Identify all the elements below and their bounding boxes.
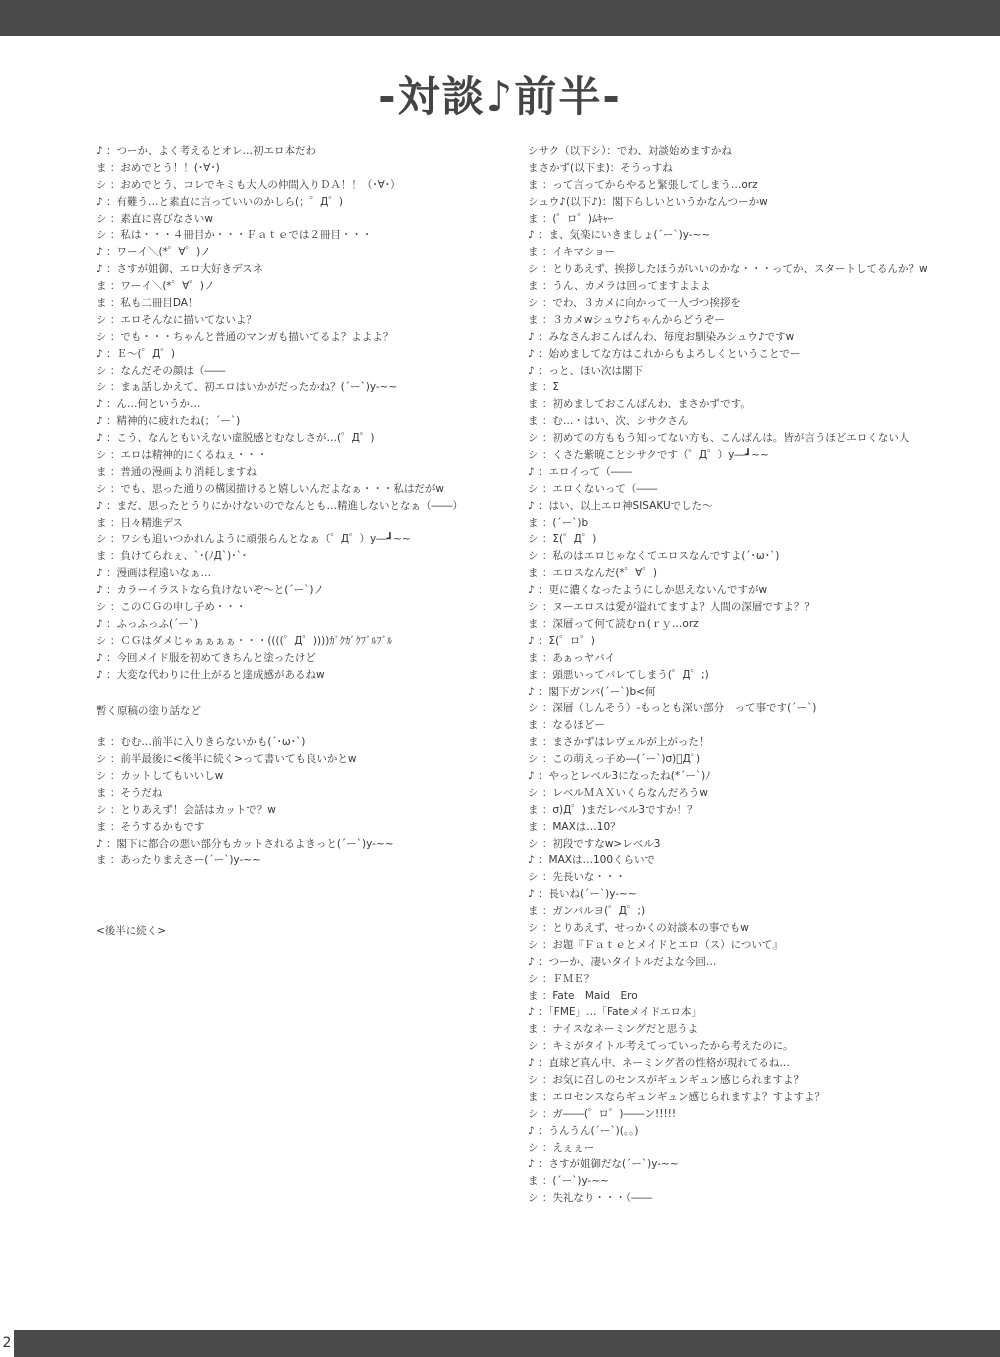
dialogue-line	[96, 684, 516, 701]
dialogue-line	[96, 717, 516, 734]
dialogue-line: ♪ ：まだ、思ったとうりにかけないのでなんとも…精進しないとなぁ（――）	[96, 499, 464, 512]
dialogue-line: ♪ ：MAXは…100くらいで	[528, 854, 656, 867]
dialogue-line: シ ：前半最後に<後半に続く>って書いても良いかとw	[96, 753, 357, 766]
dialogue-line: ♪ ：「FME」…「Fateメイドエロ本」	[528, 1006, 702, 1019]
dialogue-line: シ ：ガ――(゜ロ゜)――ン!!!!!	[528, 1107, 677, 1120]
section-note: 暫く原稿の塗り話など	[96, 705, 201, 717]
dialogue-line: ♪ ：今回メイド服を初めてきちんと塗ったけど	[96, 651, 316, 664]
dialogue-line: ま ：ガンバルヨ(゜Д゜;)	[528, 905, 646, 918]
dialogue-line: ま ：日々精進デス	[96, 516, 183, 529]
dialogue-line: ま ：MAXは…10？	[528, 820, 621, 833]
dialogue-line: シ ：でも、思った通りの構図描けると嬉しいんだよなぁ・・・私はだがw	[96, 482, 444, 495]
dialogue-line: ♪ ：ま、気楽にいきましょ(´ー`)y-~~	[528, 229, 711, 242]
dialogue-line: ま ：そうだね	[96, 786, 163, 799]
dialogue-line: ♪ ：更に濃くなったようにしか思えないんですがw	[528, 584, 768, 597]
page-number: 2	[0, 1330, 14, 1357]
dialogue-line: ま ：そうするかもです	[96, 820, 205, 833]
dialogue-line: ま ：Σ	[528, 381, 559, 394]
dialogue-line: ♪ ：大変な代わりに仕上がると達成感があるねw	[96, 668, 325, 681]
dialogue-line: ♪ ：っと、ほい次は閣下	[528, 364, 644, 377]
dialogue-line: シ ：Σ(゜Д゜)	[528, 533, 597, 546]
dialogue-line: シ ：エロくないって（――	[528, 482, 658, 495]
dialogue-line: ま ：Fate Maid Ero	[528, 989, 638, 1002]
dialogue-line: ま ：私も二冊目DA！	[96, 297, 199, 310]
dialogue-line: シ ：まぁ話しかえて、初エロはいかがだったかね？(´ー`)y-~~	[96, 381, 398, 394]
dialogue-line: シ ：とりあえず、挨拶したほうがいいのかな・・・ってか、スタートしてるんか？w	[528, 263, 928, 276]
dialogue-line: シ ：エロは精神的にくるねぇ・・・	[96, 449, 268, 462]
dialogue-line: シ ：なんだその顔は（――	[96, 364, 226, 377]
dialogue-line: シ ：私のはエロじゃなくてエロスなんですよ(´･ω･`)	[528, 550, 780, 563]
dialogue-line: ♪ ：長いね(´ー`)y-~~	[528, 888, 637, 901]
dialogue-line: ♪ ：有難う…と素直に言っていいのかしら(；゜Д゜)	[96, 195, 343, 208]
dialogue-line: ま ：うん、カメラは回ってますよよよ	[528, 280, 711, 293]
dialogue-line: シ ：深層（しんそう）-もっとも深い部分 って事です(´ー`)	[528, 702, 817, 715]
dialogue-column-right	[528, 143, 988, 1207]
dialogue-line: ま ：イキマショー	[528, 246, 616, 259]
dialogue-line: シサク（以下シ）：でわ、対談始めますかね	[528, 145, 732, 157]
continued-note: <後半に続く>	[96, 925, 167, 937]
dialogue-line: ま ：なるほどー	[528, 719, 605, 732]
dialogue-line: ♪ ：つーか、凄いタイトルだよな今回…	[528, 955, 717, 968]
dialogue-line: ま ：あぁっヤバイ	[528, 651, 616, 664]
dialogue-line: ♪ ：つーか、よく考えるとオレ…初エロ本だわ	[96, 145, 317, 157]
dialogue-line: ♪ ：エロイって（――	[528, 465, 632, 478]
dialogue-line: ♪ ：始めましてな方はこれからもよろしくということでー	[528, 347, 801, 360]
dialogue-line: シ ：とりあえず！会話はカットで？w	[96, 803, 276, 816]
dialogue-line: ♪ ：うんうん(´ー`)(｡｡)	[528, 1124, 639, 1137]
dialogue-line: ♪ ：ワーイ＼(*゜∀゜)ノ	[96, 246, 211, 259]
dialogue-line: シ ：ヌーエロスは愛が溢れてますよ？人間の深層ですよ？？	[528, 601, 815, 614]
dialogue-line: シ ：エロそんなに描いてないよ？	[96, 313, 257, 326]
dialogue-line: ま ：(゜ロ゜)ﾑｷｬｰ	[528, 212, 614, 225]
page-title: -対談♪前半-	[378, 72, 622, 121]
dialogue-line: シ ：初めての方ももう知ってない方も、こんばんは。皆が言うほどエロくない人	[528, 432, 910, 445]
dialogue-line: ま ：ワーイ＼(*゜∀゜)ノ	[96, 280, 215, 293]
dialogue-line: シ ：ＣＧはダメじゃぁぁぁぁ・・・((((゜Д゜))))ｶﾞｸｶﾞｸﾌﾞﾙﾌﾞﾙ	[96, 634, 393, 647]
dialogue-line: ま ：(´ー`)b	[528, 516, 589, 529]
dialogue-line: シ ：キミがタイトル考えてっていったから考えたのに。	[528, 1040, 794, 1053]
dialogue-line: シュウ♪(以下♪)：閣下らしいというかなんつーかw	[528, 195, 768, 208]
dialogue-column-left	[96, 143, 516, 869]
dialogue-line: シ ：お題『Ｆａｔｅとメイドとエロ（ス）について』	[528, 938, 783, 951]
dialogue-line: シ ：くさた紫暁ことシサクです（゜Д゜）y―┛~~	[528, 449, 769, 462]
dialogue-line: シ ：えぇぇー	[528, 1141, 595, 1154]
dialogue-line: シ ：ＦＭＥ？	[528, 972, 595, 985]
dialogue-line: ま ：おめでとう！！(･∀･)	[96, 161, 220, 174]
dialogue-line: ま ：あったりまえさー(´ー`)y-~~	[96, 854, 261, 867]
dialogue-line: ま ：普通の漫画より消耗しますね	[96, 465, 257, 478]
dialogue-line: ま ：初めましておこんばんわ、まさかずです。	[528, 398, 751, 411]
dialogue-line: ま ：まさかずはレヴェルが上がった！	[528, 736, 710, 749]
dialogue-line: ま ：ナイスなネーミングだと思うよ	[528, 1023, 699, 1036]
dialogue-line: ♪ ：こう、なんともいえない虚脱感とむなしさが…(゜Д゜)	[96, 432, 375, 445]
dialogue-line: シ ：先長いな・・・	[528, 871, 626, 884]
dialogue-line: ま ：頭悪いってバレてしまう(゜Д゜;)	[528, 668, 709, 681]
dialogue-line: ♪ ：さすが姐御、エロ大好きデスネ	[96, 263, 264, 276]
dialogue-line: シ ：素直に喜びなさいw	[96, 212, 213, 225]
dialogue-line: ま ：エロセンスならギュンギュン感じられますよ？すよすよ？	[528, 1090, 826, 1103]
dialogue-line: まさかず(以下ま)：そうっすね	[528, 161, 673, 174]
dialogue-line: シ ：でも・・・ちゃんと普通のマンガも描いてるよ？よよよ？	[96, 330, 394, 343]
dialogue-line: ♪ ：さすが姐御だな(´ー`)y-~~	[528, 1158, 679, 1171]
dialogue-line: ♪ ：漫画は程遠いなぁ…	[96, 567, 212, 580]
dialogue-line: ♪ ：はい、以上エロ神SISAKUでした～	[528, 499, 713, 512]
dialogue-line: ♪ ：Ｅ～(゜Д゜)	[96, 347, 175, 360]
dialogue-line: シ ：でわ、３カメに向かって一人づつ挨拶を	[528, 297, 741, 310]
dialogue-line: ま ：(´ー`)y-~~	[528, 1175, 609, 1188]
dialogue-line: ♪ ：直球ど真ん中、ネーミング者の性格が現れてるね…	[528, 1057, 790, 1070]
dialogue-line: シ ：カットしてもいいしw	[96, 769, 224, 782]
dialogue-line: ま ：む…・はい、次、シサクさん	[528, 415, 689, 428]
dialogue-line: ま ：深層って何て読むｎ(ｒｙ…orz	[528, 617, 699, 630]
dialogue-line: ま ：エロスなんだ(*゜∀゜)	[528, 567, 657, 580]
top-header-bar	[0, 0, 1000, 36]
dialogue-line: ♪ ：カラーイラストなら負けないぞ～と(´ー`)ノ	[96, 584, 324, 597]
bottom-footer-bar	[0, 1330, 1000, 1357]
dialogue-line: ♪ ：みなさんおこんばんわ、毎度お馴染みシュウ♪ですw	[528, 330, 795, 343]
dialogue-line: ま ：むむ…前半に入りきらないかも(´･ω･`)	[96, 736, 306, 749]
dialogue-line: ♪ ：閣下ガンバ(´ー`)b<何	[528, 685, 656, 698]
dialogue-line: ♪ ：ん…何というか…	[96, 398, 201, 411]
dialogue-line: ま ：って言ってからやると緊張してしまう…orz	[528, 178, 758, 191]
dialogue-line: シ ：私は・・・４冊目か・・・Ｆａｔｅでは２冊目・・・	[96, 229, 373, 242]
dialogue-line: シ ：初段ですなw>レベル3	[528, 837, 661, 850]
dialogue-line: シ ：おめでとう、コレでキミも大人の仲間入りＤＡ！！（･∀･）	[96, 178, 401, 191]
dialogue-line: ♪ ：Σ(゜ロ゜)	[528, 634, 595, 647]
dialogue-line: シ ：ワシも追いつかれんように頑張らんとなぁ（゜Д゜）y―┛~~	[96, 533, 411, 546]
dialogue-line: シ ：レベルＭＡＸいくらなんだろうw	[528, 786, 708, 799]
dialogue-line: シ ：お気に召しのセンスがギュンギュン感じられますよ？	[528, 1073, 805, 1086]
dialogue-line: ま ：負けてられぇ、`･(ﾉД`)･`･	[96, 550, 247, 563]
dialogue-line: シ ：この萌えっ子め―(´ー`)σ)ﾟДﾟ)	[528, 753, 701, 766]
dialogue-line: ♪ ：ふっふっふ(´ー`)	[96, 617, 199, 630]
dialogue-line: ♪ ：精神的に疲れたね(；´ー`)	[96, 415, 241, 428]
dialogue-line: ♪ ：やっとレベル3になったね(*´ー`)ﾉ	[528, 769, 711, 782]
dialogue-line: シ ：失礼なり・・・（――	[528, 1192, 653, 1205]
dialogue-line: シ ：このＣＧの申し子め・・・	[96, 601, 247, 614]
dialogue-line: ま ：３カメwシュウ♪ちゃんからどうぞー	[528, 313, 725, 326]
dialogue-line: ま ：σ)Д゜)まだレベル3ですか！？	[528, 803, 698, 816]
dialogue-line: ♪ ：閣下に都合の悪い部分もカットされるよきっと(´ー`)y-~~	[96, 837, 394, 850]
dialogue-line: シ ：とりあえず、せっかくの対談本の事でもw	[528, 921, 749, 934]
